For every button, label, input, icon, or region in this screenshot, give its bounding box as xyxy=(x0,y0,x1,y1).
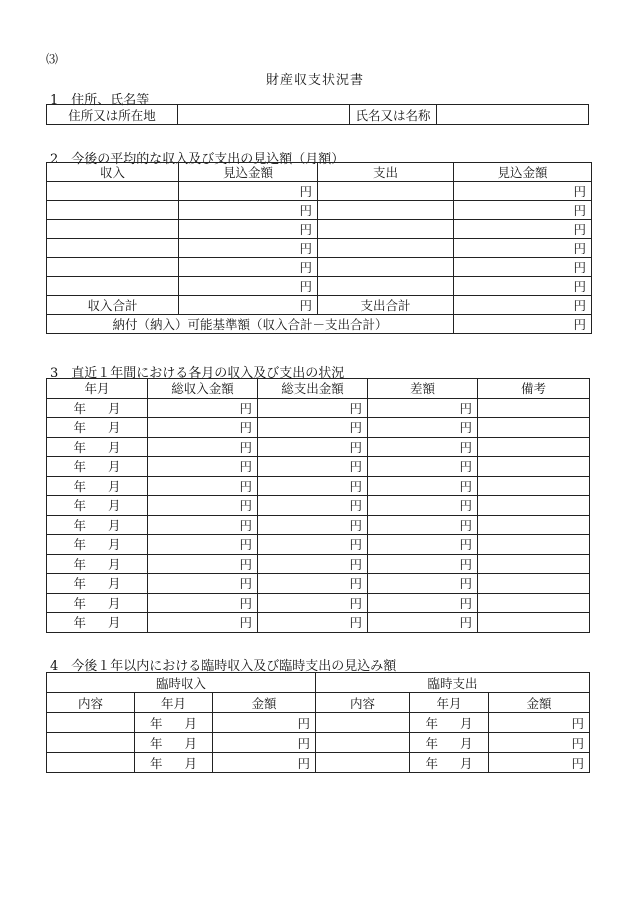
payable-label: 納付（納入）可能基準額（収入合計－支出合計） xyxy=(47,315,454,334)
year-label: 年 xyxy=(73,517,86,533)
table-group-header-row xyxy=(47,673,590,693)
income-total-field[interactable] xyxy=(179,296,318,315)
table-row xyxy=(47,733,590,753)
extra-income-year-month-field[interactable] xyxy=(135,713,213,733)
table-row xyxy=(47,535,590,555)
yen-unit: 円 xyxy=(349,595,362,611)
payable-row xyxy=(47,315,592,334)
year-label: 年 xyxy=(73,420,86,436)
total-expense-field[interactable] xyxy=(258,476,368,496)
total-income-field[interactable] xyxy=(148,554,258,574)
expense-item-field[interactable] xyxy=(318,277,454,296)
table-row xyxy=(47,593,590,613)
monthly-history-table xyxy=(46,378,590,633)
col-header-content: 内容 xyxy=(316,693,410,713)
table-header-row xyxy=(47,379,590,399)
yen-unit: 円 xyxy=(297,715,311,731)
remarks-field[interactable] xyxy=(478,457,590,477)
yen-unit: 円 xyxy=(349,420,362,436)
col-header-total-expense: 総支出金額 xyxy=(258,379,368,399)
table-row xyxy=(47,713,590,733)
table-row xyxy=(47,220,592,239)
remarks-field[interactable] xyxy=(478,398,590,418)
table-row xyxy=(47,437,590,457)
income-item-field[interactable] xyxy=(47,220,179,239)
total-expense-field[interactable] xyxy=(258,593,368,613)
extra-income-content-field[interactable] xyxy=(47,753,135,773)
yen-unit: 円 xyxy=(299,203,312,218)
year-month-field[interactable] xyxy=(47,554,148,574)
col-header-difference: 差額 xyxy=(368,379,478,399)
month-label: 月 xyxy=(108,400,121,416)
difference-field[interactable] xyxy=(368,437,478,457)
group-header-extra-income: 臨時収入 xyxy=(47,673,316,693)
yen-unit: 円 xyxy=(573,241,586,256)
yen-unit: 円 xyxy=(239,459,252,475)
yen-unit: 円 xyxy=(573,317,586,332)
year-month-field[interactable] xyxy=(47,613,148,633)
total-income-field[interactable] xyxy=(148,398,258,418)
yen-unit: 円 xyxy=(573,203,586,218)
yen-unit: 円 xyxy=(459,400,472,416)
section2-heading: 2 今後の平均的な収入及び支出の見込額（月額） xyxy=(50,152,345,167)
yen-unit: 円 xyxy=(299,298,312,313)
year-label: 年 xyxy=(73,615,86,631)
extra-expense-content-field[interactable] xyxy=(316,713,410,733)
table-row xyxy=(47,418,590,438)
total-income-field[interactable] xyxy=(148,476,258,496)
yen-unit: 円 xyxy=(349,400,362,416)
year-label: 年 xyxy=(73,576,86,592)
yen-unit: 円 xyxy=(459,517,472,533)
extra-expense-year-month-field[interactable] xyxy=(410,733,489,753)
yen-unit: 円 xyxy=(459,615,472,631)
yen-unit: 円 xyxy=(299,260,312,275)
col-header-year-month: 年月 xyxy=(135,693,213,713)
table-row xyxy=(47,182,592,201)
yen-unit: 円 xyxy=(239,595,252,611)
year-month-field[interactable] xyxy=(47,398,148,418)
total-income-field[interactable] xyxy=(148,457,258,477)
col-header-year-month: 年月 xyxy=(410,693,489,713)
remarks-field[interactable] xyxy=(478,418,590,438)
year-month-field[interactable] xyxy=(47,457,148,477)
total-expense-field[interactable] xyxy=(258,496,368,516)
year-label: 年 xyxy=(73,459,86,475)
name-label: 氏名又は名称 xyxy=(350,105,437,125)
expense-amount-field[interactable] xyxy=(454,258,592,277)
extra-income-content-field[interactable] xyxy=(47,713,135,733)
yen-unit: 円 xyxy=(571,735,585,751)
yen-unit: 円 xyxy=(239,400,252,416)
yen-unit: 円 xyxy=(239,420,252,436)
col-header-total-income: 総収入金額 xyxy=(148,379,258,399)
difference-field[interactable] xyxy=(368,418,478,438)
remarks-field[interactable] xyxy=(478,476,590,496)
yen-unit: 円 xyxy=(459,478,472,494)
yen-unit: 円 xyxy=(571,715,585,731)
document-title: 財産収支状況書 xyxy=(265,73,364,88)
col-header-income-amount: 見込金額 xyxy=(179,163,318,182)
yen-unit: 円 xyxy=(349,478,362,494)
expense-amount-field[interactable] xyxy=(454,182,592,201)
col-header-income: 収入 xyxy=(47,163,179,182)
year-month-field[interactable] xyxy=(47,418,148,438)
difference-field[interactable] xyxy=(368,574,478,594)
yen-unit: 円 xyxy=(573,184,586,199)
income-item-field[interactable] xyxy=(47,182,179,201)
month-label: 月 xyxy=(108,420,121,436)
difference-field[interactable] xyxy=(368,593,478,613)
difference-field[interactable] xyxy=(368,554,478,574)
yen-unit: 円 xyxy=(349,537,362,553)
yen-unit: 円 xyxy=(459,556,472,572)
form-number-mark: ⑶ xyxy=(46,52,59,66)
extra-income-year-month-field[interactable] xyxy=(135,753,213,773)
yen-unit: 円 xyxy=(297,755,311,771)
table-row xyxy=(47,613,590,633)
year-month-field[interactable] xyxy=(47,574,148,594)
year-label: 年 xyxy=(73,400,86,416)
yen-unit: 円 xyxy=(459,420,472,436)
year-label: 年 xyxy=(149,755,163,771)
name-field[interactable] xyxy=(437,105,589,125)
year-label: 年 xyxy=(73,556,86,572)
difference-field[interactable] xyxy=(368,515,478,535)
month-label: 月 xyxy=(108,517,121,533)
group-header-extra-expense: 臨時支出 xyxy=(316,673,590,693)
month-label: 月 xyxy=(108,439,121,455)
yen-unit: 円 xyxy=(239,439,252,455)
yen-unit: 円 xyxy=(459,576,472,592)
address-name-table xyxy=(46,104,589,125)
monthly-estimate-table xyxy=(46,162,592,334)
yen-unit: 円 xyxy=(239,615,252,631)
total-expense-field[interactable] xyxy=(258,574,368,594)
year-month-field[interactable] xyxy=(47,476,148,496)
extra-expense-amount-field[interactable] xyxy=(489,753,590,773)
income-item-field[interactable] xyxy=(47,258,179,277)
table-row xyxy=(47,476,590,496)
income-item-field[interactable] xyxy=(47,277,179,296)
yen-unit: 円 xyxy=(299,279,312,294)
yen-unit: 円 xyxy=(299,222,312,237)
difference-field[interactable] xyxy=(368,535,478,555)
month-label: 月 xyxy=(108,478,121,494)
yen-unit: 円 xyxy=(349,556,362,572)
year-label: 年 xyxy=(425,755,439,771)
table-row xyxy=(47,496,590,516)
col-header-amount: 金額 xyxy=(489,693,590,713)
remarks-field[interactable] xyxy=(478,554,590,574)
table-row xyxy=(47,105,589,125)
table-header-row xyxy=(47,693,590,713)
month-label: 月 xyxy=(108,556,121,572)
extra-income-amount-field[interactable] xyxy=(213,753,316,773)
difference-field[interactable] xyxy=(368,457,478,477)
total-income-field[interactable] xyxy=(148,593,258,613)
table-row xyxy=(47,277,592,296)
total-income-field[interactable] xyxy=(148,437,258,457)
yen-unit: 円 xyxy=(573,222,586,237)
table-row xyxy=(47,201,592,220)
month-label: 月 xyxy=(460,735,473,751)
expense-amount-field[interactable] xyxy=(454,277,592,296)
remarks-field[interactable] xyxy=(478,535,590,555)
remarks-field[interactable] xyxy=(478,437,590,457)
year-label: 年 xyxy=(73,595,86,611)
income-item-field[interactable] xyxy=(47,201,179,220)
year-label: 年 xyxy=(73,439,86,455)
year-month-field[interactable] xyxy=(47,535,148,555)
yen-unit: 円 xyxy=(349,439,362,455)
yen-unit: 円 xyxy=(297,735,311,751)
extra-expense-content-field[interactable] xyxy=(316,733,410,753)
income-amount-field[interactable] xyxy=(179,201,318,220)
total-income-field[interactable] xyxy=(148,574,258,594)
section1-heading: 1 住所、氏名等 xyxy=(50,93,150,108)
yen-unit: 円 xyxy=(239,556,252,572)
expense-amount-field[interactable] xyxy=(454,239,592,258)
month-label: 月 xyxy=(108,576,121,592)
month-label: 月 xyxy=(108,537,121,553)
yen-unit: 円 xyxy=(573,298,586,313)
month-label: 月 xyxy=(108,498,121,514)
payable-amount-field[interactable] xyxy=(454,315,592,334)
extra-income-content-field[interactable] xyxy=(47,733,135,753)
income-amount-field[interactable] xyxy=(179,182,318,201)
col-header-amount: 金額 xyxy=(213,693,316,713)
yen-unit: 円 xyxy=(571,755,585,771)
extra-income-year-month-field[interactable] xyxy=(135,733,213,753)
expense-item-field[interactable] xyxy=(318,239,454,258)
yen-unit: 円 xyxy=(239,498,252,514)
difference-field[interactable] xyxy=(368,613,478,633)
remarks-field[interactable] xyxy=(478,515,590,535)
year-label: 年 xyxy=(149,715,163,731)
col-header-expense: 支出 xyxy=(318,163,454,182)
total-expense-field[interactable] xyxy=(258,398,368,418)
extraordinary-table xyxy=(46,672,590,773)
year-month-field[interactable] xyxy=(47,515,148,535)
yen-unit: 円 xyxy=(299,184,312,199)
difference-field[interactable] xyxy=(368,476,478,496)
yen-unit: 円 xyxy=(349,576,362,592)
col-header-content: 内容 xyxy=(47,693,135,713)
income-amount-field[interactable] xyxy=(179,258,318,277)
month-label: 月 xyxy=(108,459,121,475)
total-expense-field[interactable] xyxy=(258,613,368,633)
yen-unit: 円 xyxy=(239,478,252,494)
total-expense-field[interactable] xyxy=(258,554,368,574)
expense-amount-field[interactable] xyxy=(454,201,592,220)
address-field[interactable] xyxy=(178,105,350,125)
remarks-field[interactable] xyxy=(478,574,590,594)
yen-unit: 円 xyxy=(459,595,472,611)
remarks-field[interactable] xyxy=(478,496,590,516)
yen-unit: 円 xyxy=(239,517,252,533)
yen-unit: 円 xyxy=(459,459,472,475)
remarks-field[interactable] xyxy=(478,613,590,633)
year-month-field[interactable] xyxy=(47,496,148,516)
yen-unit: 円 xyxy=(349,498,362,514)
table-header-row xyxy=(47,163,592,182)
year-month-field[interactable] xyxy=(47,437,148,457)
expense-item-field[interactable] xyxy=(318,201,454,220)
expense-amount-field[interactable] xyxy=(454,220,592,239)
month-label: 月 xyxy=(460,715,473,731)
total-expense-field[interactable] xyxy=(258,418,368,438)
yen-unit: 円 xyxy=(573,279,586,294)
expense-item-field[interactable] xyxy=(318,220,454,239)
year-label: 年 xyxy=(425,715,439,731)
yen-unit: 円 xyxy=(573,260,586,275)
yen-unit: 円 xyxy=(349,459,362,475)
year-label: 年 xyxy=(73,478,86,494)
table-row xyxy=(47,398,590,418)
total-income-field[interactable] xyxy=(148,613,258,633)
year-month-field[interactable] xyxy=(47,593,148,613)
difference-field[interactable] xyxy=(368,496,478,516)
remarks-field[interactable] xyxy=(478,593,590,613)
table-row xyxy=(47,515,590,535)
year-label: 年 xyxy=(73,498,86,514)
totals-row xyxy=(47,296,592,315)
extra-expense-amount-field[interactable] xyxy=(489,733,590,753)
extra-expense-content-field[interactable] xyxy=(316,753,410,773)
expense-item-field[interactable] xyxy=(318,258,454,277)
month-label: 月 xyxy=(184,715,198,731)
total-income-field[interactable] xyxy=(148,418,258,438)
year-label: 年 xyxy=(73,537,86,553)
expense-total-label: 支出合計 xyxy=(318,296,454,315)
income-amount-field[interactable] xyxy=(179,220,318,239)
col-header-remarks: 備考 xyxy=(478,379,590,399)
difference-field[interactable] xyxy=(368,398,478,418)
col-header-year-month: 年月 xyxy=(47,379,148,399)
yen-unit: 円 xyxy=(459,537,472,553)
year-label: 年 xyxy=(149,735,163,751)
section3-heading: 3 直近１年間における各月の収入及び支出の状況 xyxy=(50,366,345,381)
month-label: 月 xyxy=(108,595,121,611)
yen-unit: 円 xyxy=(459,439,472,455)
table-row xyxy=(47,753,590,773)
expense-total-field[interactable] xyxy=(454,296,592,315)
income-item-field[interactable] xyxy=(47,239,179,258)
month-label: 月 xyxy=(184,735,198,751)
table-row xyxy=(47,554,590,574)
table-row xyxy=(47,239,592,258)
section4-heading: 4 今後１年以内における臨時収入及び臨時支出の見込み額 xyxy=(50,659,397,674)
year-label: 年 xyxy=(425,735,439,751)
total-expense-field[interactable] xyxy=(258,515,368,535)
yen-unit: 円 xyxy=(239,576,252,592)
extra-expense-year-month-field[interactable] xyxy=(410,753,489,773)
extra-income-amount-field[interactable] xyxy=(213,733,316,753)
total-expense-field[interactable] xyxy=(258,437,368,457)
extra-expense-amount-field[interactable] xyxy=(489,713,590,733)
total-income-field[interactable] xyxy=(148,496,258,516)
table-row xyxy=(47,574,590,594)
col-header-expense-amount: 見込金額 xyxy=(454,163,592,182)
income-amount-field[interactable] xyxy=(179,277,318,296)
month-label: 月 xyxy=(108,615,121,631)
yen-unit: 円 xyxy=(299,241,312,256)
total-expense-field[interactable] xyxy=(258,457,368,477)
income-amount-field[interactable] xyxy=(179,239,318,258)
table-row xyxy=(47,258,592,277)
table-row xyxy=(47,457,590,477)
yen-unit: 円 xyxy=(459,498,472,514)
yen-unit: 円 xyxy=(349,615,362,631)
address-label: 住所又は所在地 xyxy=(47,105,178,125)
income-total-label: 収入合計 xyxy=(47,296,179,315)
total-expense-field[interactable] xyxy=(258,535,368,555)
extra-expense-year-month-field[interactable] xyxy=(410,713,489,733)
yen-unit: 円 xyxy=(349,517,362,533)
total-income-field[interactable] xyxy=(148,515,258,535)
extra-income-amount-field[interactable] xyxy=(213,713,316,733)
yen-unit: 円 xyxy=(239,537,252,553)
month-label: 月 xyxy=(184,755,198,771)
total-income-field[interactable] xyxy=(148,535,258,555)
expense-item-field[interactable] xyxy=(318,182,454,201)
month-label: 月 xyxy=(460,755,473,771)
